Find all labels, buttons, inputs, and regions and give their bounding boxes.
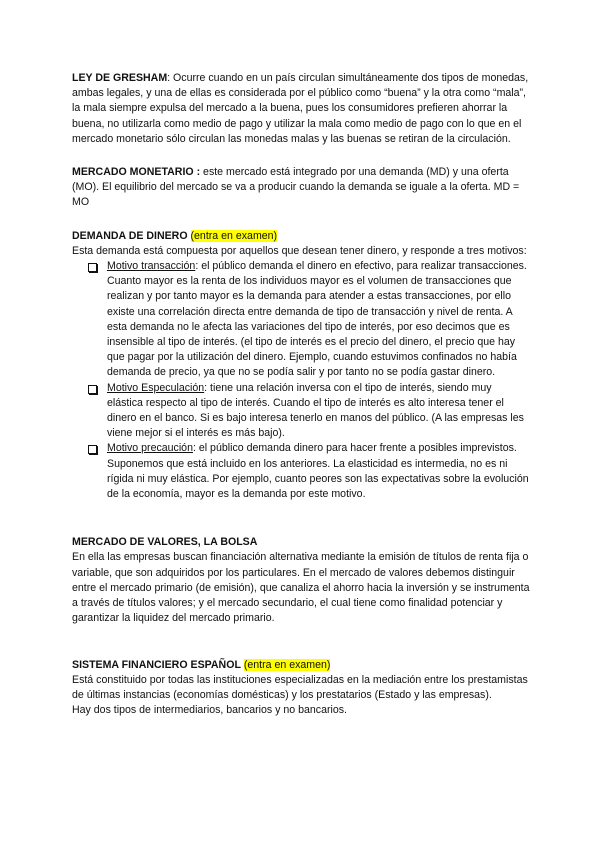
gresham-text: : Ocurre cuando en un país circulan simultáneamente dos tipos de monedas, ambas legales, y una de ellas es considerada por el público como “buena” y la otra como “mala”, la mala siempre expulsa del mercado a la buena, pues los consumidores prefieren ahorrar la buena, no utilizarla como medio de pago y utilizar la mala como medio de pago con lo que en el mercado monetario sólo circulan las monedas malas y las buenas se retiran de la circulación. (72, 72, 529, 145)
list-item (88, 381, 530, 442)
demanda-heading (72, 229, 530, 244)
monetario-paragraph (72, 165, 530, 211)
checkbox-bullet-icon (88, 445, 97, 454)
sistema-heading (72, 658, 530, 673)
motivo-text: : tiene una relación inversa con el tipo de interés, siendo muy elástica respecto al tipo de interés. Cuando el tipo de interés es alto interesa tener el dinero en el banco. Si es bajo interesa tenerlo en manos del público. (A las empresas les viene mejor si el interés es más bajo). (107, 381, 524, 440)
checkbox-bullet-icon (88, 385, 97, 394)
motivo-label: Motivo Especulación (107, 381, 205, 394)
demanda-heading-text: DEMANDA DE DINERO (72, 229, 188, 242)
list-item (88, 441, 530, 502)
monetario-text: este mercado está integrado por una demanda (MD) y una oferta (MO). El equilibrio del mercado se va a producir cuando la demanda se iguale a la oferta. MD = MO (72, 166, 520, 209)
motivos-list (72, 259, 530, 502)
motivo-label: Motivo precaución (107, 442, 193, 455)
list-item (88, 259, 530, 381)
valores-heading: MERCADO DE VALORES, LA BOLSA (72, 536, 258, 549)
gresham-term: LEY DE GRESHAM (72, 72, 168, 84)
motivo-label: Motivo transacción (107, 260, 196, 273)
sistema-text-2: Hay dos tipos de intermediarios, bancarios y no bancarios. (72, 704, 347, 717)
sistema-heading-text: SISTEMA FINANCIERO ESPAÑOL (72, 658, 241, 671)
motivo-text: : el público demanda el dinero en efectivo, para realizar transacciones. Cuanto mayor es la renta de los individuos mayor es el volumen de transacciones que realizan y por tanto mayor es la demanda para atender a estas transacciones, por ello existe una correlación directa entre demanda de tipo de transacción y nivel de renta. A esta demanda no le afecta las variaciones del tipo de interés, por eso decimos que es insensible al tipo de interés. (el tipo de interés es el precio del dinero, el precio que hay que pagar por la utilización del dinero. Ejemplo, cuando estuvimos confinados no había demanda de precio, ya que no se podía salir y por tanto no se podía gastar dinero. (107, 260, 527, 379)
monetario-term: MERCADO MONETARIO : (72, 166, 201, 179)
checkbox-bullet-icon (88, 263, 97, 272)
demanda-intro: Esta demanda está compuesta por aquellos que desean tener dinero, y responde a tres motivos: (72, 244, 527, 257)
sistema-exam-tag: (entra en examen) (243, 658, 331, 671)
gresham-paragraph (72, 71, 530, 147)
valores-text: En ella las empresas buscan financiación alternativa mediante la emisión de títulos de renta fija o variable, que son adquiridos por los particulares. En el mercado de valores debemos distinguir entre el mercado primario (de emisión), que canaliza el ahorro hacia la inversión y se instrumenta a través de títulos valores; y el mercado secundario, el cual tiene como finalidad potenciar y garantizar la liquidez del mercado primario. (72, 551, 530, 625)
demanda-exam-tag: (entra en examen) (190, 229, 278, 242)
motivo-text: : el público demanda dinero para hacer frente a posibles imprevistos. Suponemos que está incluido en los anteriores. La elasticidad es intermedia, no es ni rígida ni muy elástica. Por ejemplo, cuanto peores son las expectativas sobre la evolución de la economía, mayor es la demanda por este motivo. (107, 442, 529, 501)
sistema-text-1: Está constituido por todas las instituciones especializadas en la mediación entre los prestamistas de últimas instancias (economías domésticas) y los prestatarios (Estado y las empresas). (72, 673, 528, 701)
